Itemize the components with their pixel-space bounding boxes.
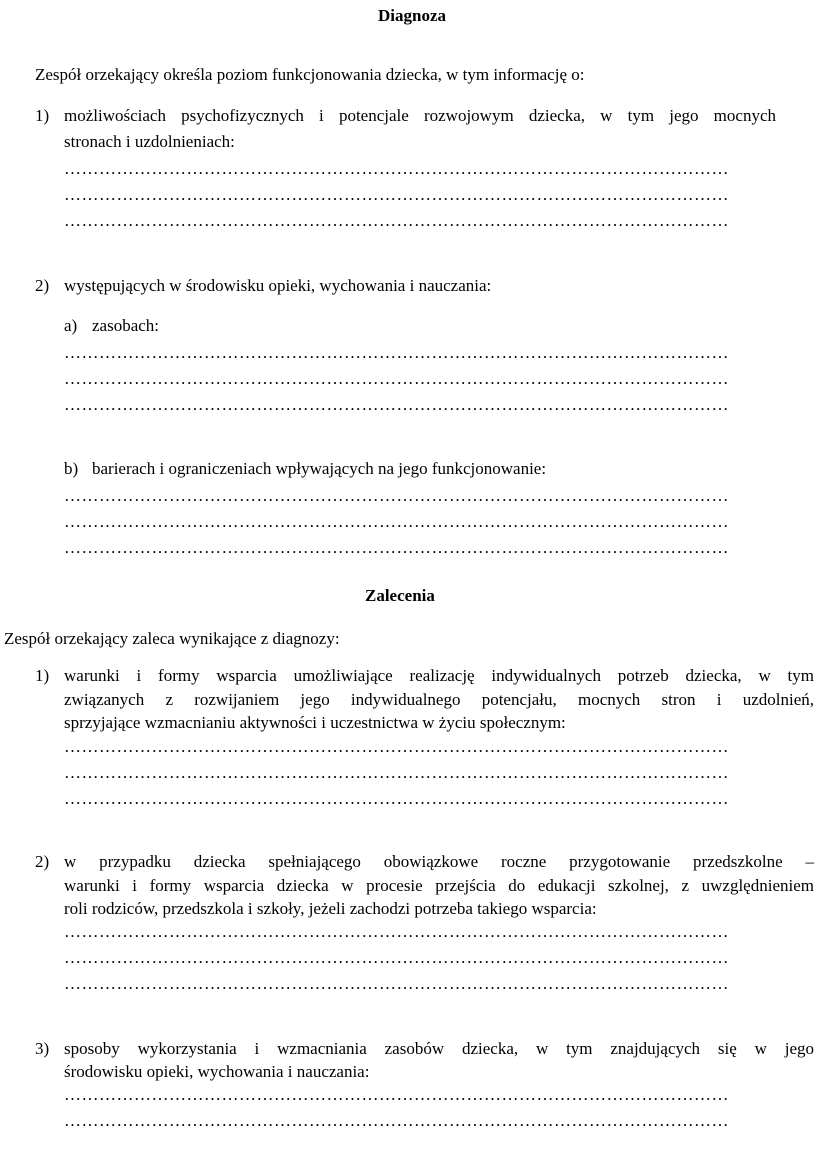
diagnoza-item1-number: 1) <box>35 106 50 125</box>
answer-line[interactable]: …………………………………………………………………………………………………… <box>64 343 729 362</box>
diagnoza-intro: Zespół orzekający określa poziom funkcjonowania dziecka, w tym informację o: <box>35 65 585 84</box>
zalecenia-item2-number: 2) <box>35 852 50 871</box>
zalecenia-item2-text-line2: warunki i formy wsparcia dziecka w procesie przejścia do edukacji szkolnej, z uwzględnieniem <box>64 876 814 895</box>
zalecenia-item1-text-line3: sprzyjające wzmacnianiu aktywności i uczestnictwa w życiu społecznym: <box>64 713 566 732</box>
answer-line[interactable]: …………………………………………………………………………………………………… <box>64 737 729 756</box>
diagnoza-item1-text-line1: możliwościach psychofizycznych i potencjale rozwojowym dziecka, w tym jego mocnych <box>64 106 776 125</box>
diagnoza-item1-text-line2: stronach i uzdolnieniach: <box>64 132 235 151</box>
zalecenia-item2-text-line3: roli rodziców, przedszkola i szkoły, jeżeli zachodzi potrzeba takiego wsparcia: <box>64 899 597 918</box>
answer-line[interactable]: …………………………………………………………………………………………………… <box>64 369 729 388</box>
zalecenia-item1-number: 1) <box>35 666 50 685</box>
answer-line[interactable]: …………………………………………………………………………………………………… <box>64 1085 729 1104</box>
zalecenia-item3-text-line1: sposoby wykorzystania i wzmacniania zasobów dziecka, w tym znajdujących się w jego <box>64 1039 814 1058</box>
zalecenia-item1-text-line1: warunki i formy wsparcia umożliwiające realizację indywidualnych potrzeb dziecka, w tym <box>64 666 814 685</box>
zalecenia-item2-text-line1: w przypadku dziecka spełniającego obowiązkowe roczne przygotowanie przedszkolne – <box>64 852 814 871</box>
sub-b-text: barierach i ograniczeniach wpływających na jego funkcjonowanie: <box>92 459 547 478</box>
answer-line[interactable]: …………………………………………………………………………………………………… <box>64 1111 729 1130</box>
answer-line[interactable]: …………………………………………………………………………………………………… <box>64 763 729 782</box>
answer-line[interactable]: …………………………………………………………………………………………………… <box>64 974 729 993</box>
zalecenia-intro: Zespół orzekający zaleca wynikające z diagnozy: <box>4 629 340 648</box>
answer-line[interactable]: …………………………………………………………………………………………………… <box>64 211 729 230</box>
answer-line[interactable]: …………………………………………………………………………………………………… <box>64 512 729 531</box>
answer-line[interactable]: …………………………………………………………………………………………………… <box>64 185 729 204</box>
zalecenia-item3-number: 3) <box>35 1039 50 1058</box>
answer-line[interactable]: …………………………………………………………………………………………………… <box>64 538 729 557</box>
sub-a-text: zasobach: <box>92 316 160 335</box>
sub-b-letter: b) <box>64 459 79 478</box>
section-title-zalecenia: Zalecenia <box>365 586 435 605</box>
diagnoza-item2-text: występujących w środowisku opieki, wychowania i nauczania: <box>64 276 492 295</box>
answer-line[interactable]: …………………………………………………………………………………………………… <box>64 159 729 178</box>
answer-line[interactable]: …………………………………………………………………………………………………… <box>64 789 729 808</box>
zalecenia-item3-text-line2: środowisku opieki, wychowania i nauczania: <box>64 1062 370 1081</box>
answer-line[interactable]: …………………………………………………………………………………………………… <box>64 395 729 414</box>
answer-line[interactable]: …………………………………………………………………………………………………… <box>64 486 729 505</box>
answer-line[interactable]: …………………………………………………………………………………………………… <box>64 922 729 941</box>
sub-a-letter: a) <box>64 316 78 335</box>
zalecenia-item1-text-line2: związanych z rozwijaniem jego indywidualnego potencjału, mocnych stron i uzdolnień, <box>64 690 814 709</box>
section-title-diagnoza: Diagnoza <box>378 6 446 25</box>
diagnoza-item2-number: 2) <box>35 276 50 295</box>
answer-line[interactable]: …………………………………………………………………………………………………… <box>64 948 729 967</box>
